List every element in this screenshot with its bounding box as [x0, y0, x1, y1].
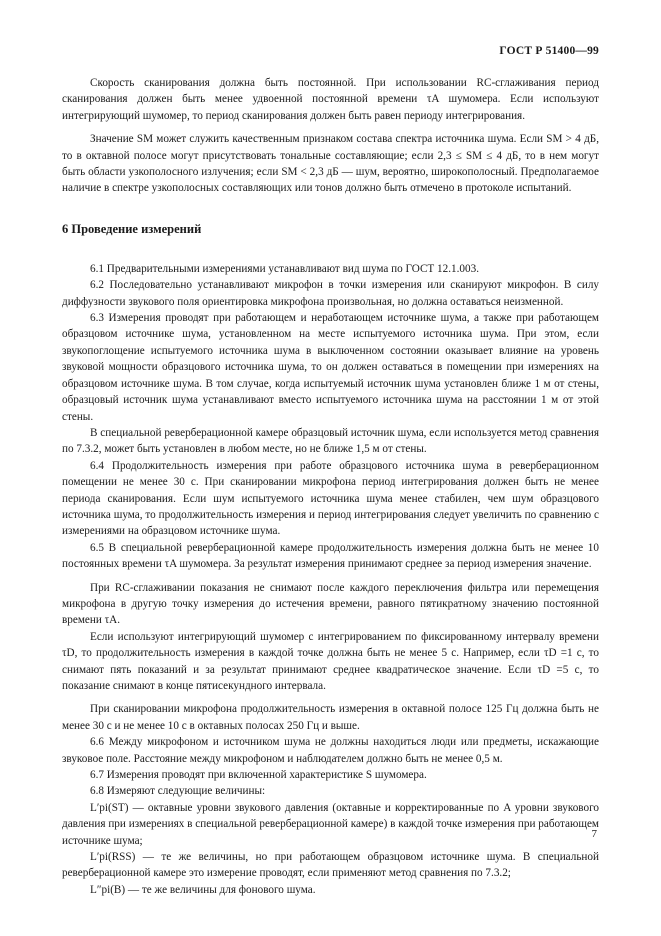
document-header: ГОСТ Р 51400—99: [499, 45, 599, 57]
paragraph-mic-scanning: При сканировании микрофона продолжительность измерения в октавной полосе 125 Гц должна быть не менее 30 с и не менее 10 с в октавных полосах 250 Гц и выше.: [62, 703, 599, 732]
paragraph-scan-speed: Скорость сканирования должна быть постоянной. При использовании RC-сглаживания период сканирования должен быть менее удвоенной постоянной времени τA шумомера. Если используют интегрирующий шумомер, то период сканирования должен быть равен периоду интегрирования.: [62, 77, 599, 122]
page-number: 7: [591, 828, 597, 840]
section-title: 6 Проведение измерений: [62, 221, 202, 236]
paragraph-rc-smoothing: При RC-сглаживании показания не снимают после каждого переключения фильтра или перемещения микрофона в другую точку измерения до истечения времени, равного пятикратному значению постоянной времени τA.: [62, 581, 599, 627]
paragraph-lpi-rss: L′pi(RSS) — те же величины, но при работающем образцовом источнике шума. В специальной реверберационной камере это измерение проводят, если применяют метод сравнения по 7.3.2;: [62, 851, 599, 880]
document-body: [62, 75, 599, 898]
paragraph-reverb-chamber: В специальной реверберационной камере образцовый источник шума, если используется метод сравнения по 7.3.2, может быть установлен в любом месте, но не ближе 1,5 м от стены.: [62, 426, 599, 456]
paragraph-6-4: 6.4 Продолжительность измерения при работе образцового источника шума в реверберационном помещении не менее 30 с. При сканировании микрофона период интегрирования должен быть не менее периода сканирования. Если шум испытуемого источника шума менее стабилен, чем шум образцового источника шума, то продолжительность измерения и период интегрирования следует увеличить по сравнению с измерениями на образцовом источнике шума.: [62, 459, 599, 538]
paragraph-6-6: 6.6 Между микрофоном и источником шума не должны находиться люди или предметы, искажающие звуковое поле. Расстояние между микрофоном и наблюдателем должно быть не менее 0,5 м.: [62, 736, 599, 765]
paragraph-lpi-st: L′pi(ST) — октавные уровни звукового давления (октавные и корректированные по A уровни звукового давления при измерениях в специальной реверберационной камере) в каждой точке измерения при работающем источнике шума;: [62, 801, 599, 847]
paragraph-6-7: 6.7 Измерения проводят при включенной характеристике S шумомера.: [90, 769, 427, 782]
paragraph-6-5: 6.5 В специальной реверберационной камере продолжительность измерения должна быть не менее 10 постоянных времени τA шумомера. За результат измерения принимают среднее за период измерения значение.: [62, 541, 599, 571]
paragraph-integrating-meter: Если используют интегрирующий шумомер с интегрированием по фиксированному интервалу времени τD, то продолжительность измерения в каждой точке должна быть не менее 5 с. Например, если τD =1 с, то снимают пять показаний и за результат принимают среднее квадратическое значение. Если τD =5 с, то показание снимают в конце пятисекундного интервала.: [62, 630, 599, 692]
paragraph-6-8: 6.8 Измеряют следующие величины:: [90, 785, 266, 798]
paragraph-6-3: 6.3 Измерения проводят при работающем и неработающем источнике шума, а также при работающем образцовом источнике шума, установленном на месте испытуемого источника шума. При этом, если звукопоглощение испытуемого источника шума в выключенном состоянии оказывает влияние на уровень звуковой мощности образцового источника шума, то он должен оставаться в помещении при измерениях на образцовом источнике шума. В том случае, когда испытуемый источник шума установлен ближе 1 м от стены, образцовый источник шума устанавливают вместо испытуемого источника шума на расстоянии 1 м от этой стены.: [62, 312, 599, 423]
paragraph-sm-value: Значение SM может служить качественным признаком состава спектра источника шума. Если SM > 4 дБ, то в октавной полосе могут присутствовать тональные составляющие; если 2,3 ≤ SM ≤ 4 дБ, то в нем могут быть области узкополосного излучения; если SM < 2,3 дБ — шум, вероятно, широкополосный. Предполагаемое наличие в спектре узкополосных составляющих или тонов должно быть отмечено в протоколе испытаний.: [62, 133, 599, 195]
paragraph-6-1: 6.1 Предварительными измерениями устанавливают вид шума по ГОСТ 12.1.003.: [90, 262, 480, 275]
paragraph-6-2: 6.2 Последовательно устанавливают микрофон в точки измерения или сканируют микрофон. В силу диффузности звукового поля ориентировка микрофона произвольная, но должна оставаться неизменной.: [62, 279, 599, 308]
paragraph-lpi-b: L″pi(B) — те же величины для фонового шума.: [90, 883, 316, 896]
